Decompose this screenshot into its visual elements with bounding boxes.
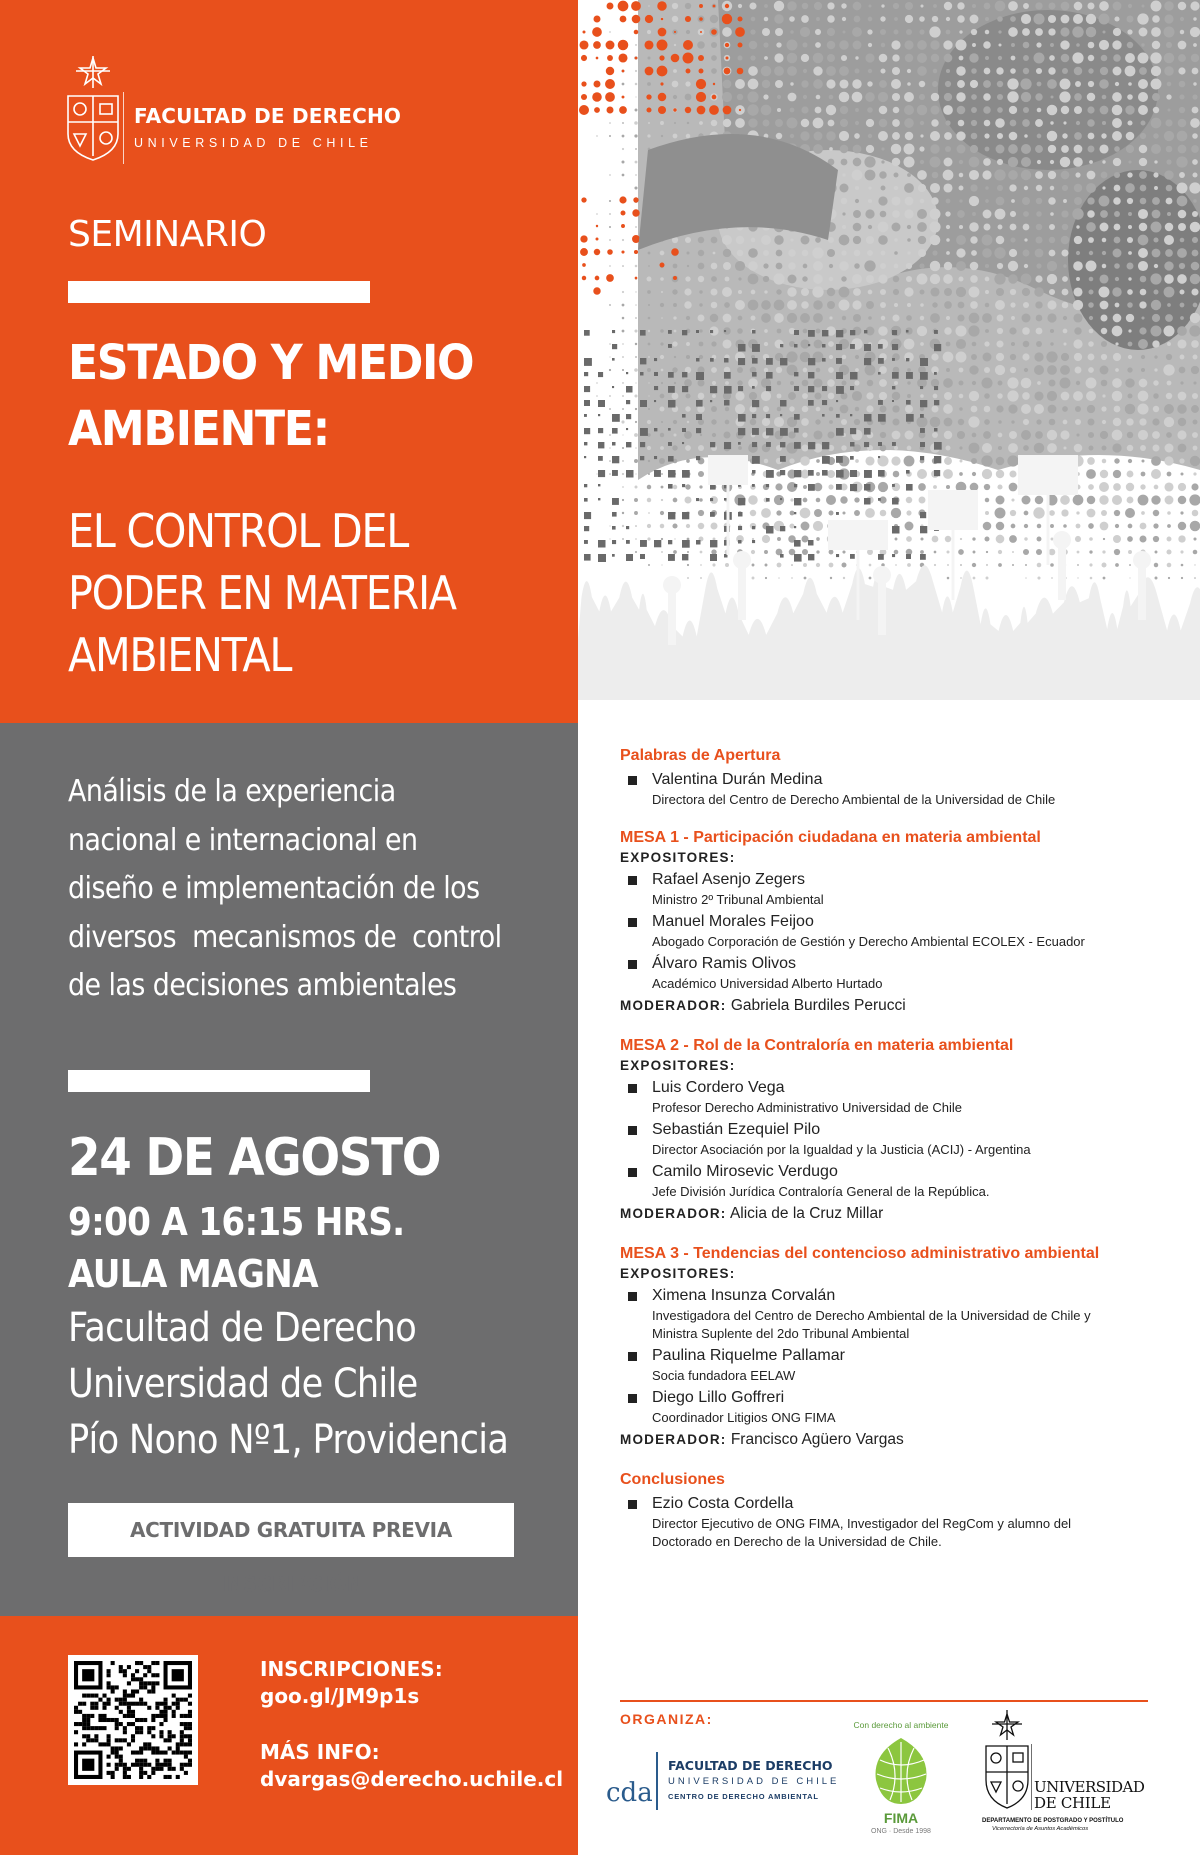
bullet-square-icon xyxy=(628,1500,637,1509)
speaker-item xyxy=(620,1387,1180,1427)
speaker-name: Ximena Insunza Corvalán xyxy=(652,1287,836,1304)
speaker-role: Coordinador Litigios ONG FIMA xyxy=(652,1410,836,1425)
speaker-item xyxy=(620,869,1180,909)
speaker-item xyxy=(620,1493,1180,1551)
closing-section xyxy=(620,1469,1180,1551)
cda-mark: cda xyxy=(606,1778,653,1808)
title-line: ESTADO Y MEDIO xyxy=(68,335,474,391)
cda-faculty: FACULTAD DE DERECHO xyxy=(668,1758,833,1773)
fima-tagline: Con derecho al ambiente xyxy=(853,1720,949,1730)
cda-logo xyxy=(606,1752,840,1812)
seminar-title xyxy=(68,330,528,462)
speaker-name: Álvaro Ramis Olivos xyxy=(652,955,797,972)
speaker-item xyxy=(620,1077,1180,1117)
description-line: diseño e implementación de los xyxy=(68,871,480,906)
seminar-subtitle xyxy=(68,500,527,686)
speaker-role: Jefe División Jurídica Contraloría General de la República. xyxy=(652,1184,990,1199)
speaker-item xyxy=(620,1161,1180,1201)
fima-sub: ONG · Desde 1998 xyxy=(871,1828,931,1835)
section-title: MESA 3 - Tendencias del contencioso administrativo ambiental xyxy=(620,1245,1100,1262)
speaker-item xyxy=(620,769,1180,809)
address-line: Facultad de Derecho xyxy=(68,1305,417,1351)
left-column xyxy=(0,0,578,1855)
mesa-1-section xyxy=(620,827,1180,1017)
uchile-department: DEPARTAMENTO DE POSTGRADO Y POSTÍTULO xyxy=(982,1818,1124,1824)
speaker-name: Rafael Asenjo Zegers xyxy=(652,871,805,888)
bullet-square-icon xyxy=(628,1168,637,1177)
speaker-item xyxy=(620,953,1180,993)
description-line: diversos mecanismos de control xyxy=(68,919,502,955)
speaker-role: Profesor Derecho Administrativo Universidad de Chile xyxy=(652,1100,962,1115)
bullet-square-icon xyxy=(628,918,637,927)
speaker-role: Director Asociación por la Igualdad y la Justicia (ACIJ) - Argentina xyxy=(652,1142,1031,1157)
section-title: MESA 2 - Rol de la Contraloría en materia ambiental xyxy=(620,1037,1014,1054)
event-date: 24 DE AGOSTO xyxy=(68,1128,441,1188)
expositores-label: EXPOSITORES: xyxy=(620,1058,736,1073)
moderator-name: Alicia de la Cruz Millar xyxy=(729,1205,884,1222)
speaker-role: Director Ejecutivo de ONG FIMA, Investigador del RegCom y alumno del xyxy=(652,1516,1072,1531)
speaker-item xyxy=(620,1285,1180,1343)
university-name: UNIVERSIDAD DE CHILE xyxy=(134,136,373,150)
fima-leaf-icon xyxy=(868,1734,934,1808)
bullet-square-icon xyxy=(628,876,637,885)
description-line: de las decisiones ambientales xyxy=(68,968,457,1003)
organizers-divider xyxy=(620,1700,1148,1702)
moderator-line xyxy=(620,1203,1180,1225)
address-line: Pío Nono Nº1, Providencia xyxy=(68,1417,509,1463)
speaker-role: Académico Universidad Alberto Hurtado xyxy=(652,976,883,991)
moderator-label: MODERADOR: xyxy=(620,1432,727,1447)
bullet-square-icon xyxy=(628,1084,637,1093)
speaker-role: Ministro 2º Tribunal Ambiental xyxy=(652,892,824,907)
moderator-name: Francisco Agüero Vargas xyxy=(730,1431,904,1448)
moderator-label: MODERADOR: xyxy=(620,1206,727,1221)
mesa-2-section xyxy=(620,1035,1180,1225)
mesa-3-section xyxy=(620,1243,1180,1451)
description-line: nacional e internacional en xyxy=(68,822,418,858)
cda-university: UNIVERSIDAD DE CHILE xyxy=(668,1776,840,1787)
bullet-square-icon xyxy=(628,776,637,785)
divider-bar xyxy=(68,1070,370,1092)
description-line: Análisis de la experiencia xyxy=(68,774,396,809)
moderator-label: MODERADOR: xyxy=(620,998,727,1013)
bullet-square-icon xyxy=(628,960,637,969)
speaker-name: Sebastián Ezequiel Pilo xyxy=(652,1121,821,1138)
address-line: Universidad de Chile xyxy=(68,1361,418,1407)
moderator-line xyxy=(620,995,1180,1017)
bullet-square-icon xyxy=(628,1126,637,1135)
section-title: MESA 1 - Participación ciudadana en materia ambiental xyxy=(620,829,1041,846)
info-email-link[interactable]: dvargas@derecho.uchile.cl xyxy=(260,1767,564,1791)
university-crest-icon xyxy=(62,56,124,166)
speaker-name: Paulina Riquelme Pallamar xyxy=(652,1347,845,1364)
moderator-line xyxy=(620,1429,1180,1451)
subtitle-line: EL CONTROL DEL xyxy=(68,504,408,558)
event-kicker: SEMINARIO xyxy=(68,214,267,255)
qr-code-icon xyxy=(74,1661,192,1779)
free-activity-badge: ACTIVIDAD GRATUITA PREVIA INSCRIPCIÓN xyxy=(68,1503,514,1557)
cda-center: CENTRO DE DERECHO AMBIENTAL xyxy=(668,1792,819,1801)
faculty-name: FACULTAD DE DERECHO xyxy=(134,104,402,128)
uchile-name-2: DE CHILE xyxy=(1034,1794,1111,1812)
moderator-name: Gabriela Burdiles Perucci xyxy=(730,997,906,1014)
uchile-crest-icon xyxy=(982,1710,1032,1816)
speaker-name: Ezio Costa Cordella xyxy=(652,1495,794,1512)
event-venue: AULA MAGNA xyxy=(68,1252,318,1296)
seminar-description xyxy=(68,768,526,1011)
program-schedule xyxy=(620,745,1180,1569)
speaker-role: Socia fundadora EELAW xyxy=(652,1368,796,1383)
bullet-square-icon xyxy=(628,1394,637,1403)
registration-link[interactable]: goo.gl/JM9p1s xyxy=(260,1684,420,1708)
info-label: MÁS INFO: xyxy=(260,1740,380,1764)
speaker-name: Diego Lillo Goffreri xyxy=(652,1389,785,1406)
expositores-label: EXPOSITORES: xyxy=(620,850,736,865)
uchile-logo xyxy=(978,1710,1145,1840)
bullet-square-icon xyxy=(628,1352,637,1361)
opening-section xyxy=(620,745,1180,809)
registration-label: INSCRIPCIONES: xyxy=(260,1657,443,1681)
speaker-name: Camilo Mirosevic Verdugo xyxy=(652,1163,838,1180)
subtitle-line: AMBIENTAL xyxy=(68,628,292,682)
protest-halftone-photo xyxy=(578,0,1200,723)
speaker-item xyxy=(620,1345,1180,1385)
speaker-role: Doctorado en Derecho de la Universidad de Chile. xyxy=(652,1534,942,1549)
protest-crowd-icon xyxy=(578,0,1200,723)
speaker-role: Ministra Suplente del 2do Tribunal Ambiental xyxy=(652,1326,910,1341)
subtitle-line: PODER EN MATERIA xyxy=(68,566,456,620)
event-address xyxy=(68,1300,508,1468)
bullet-square-icon xyxy=(628,1292,637,1301)
divider-bar xyxy=(68,281,370,303)
speaker-item xyxy=(620,911,1180,951)
uchile-vicerrectoria: Vicerrectoría de Asuntos Académicos xyxy=(992,1826,1089,1832)
organizers-label: ORGANIZA: xyxy=(620,1711,713,1727)
speaker-role: Investigadora del Centro de Derecho Ambiental de la Universidad de Chile y xyxy=(652,1308,1091,1323)
section-title: Conclusiones xyxy=(620,1471,725,1488)
fima-logo xyxy=(846,1720,956,1840)
speaker-name: Valentina Durán Medina xyxy=(652,771,823,788)
title-line: AMBIENTE: xyxy=(68,401,329,457)
speaker-role: Abogado Corporación de Gestión y Derecho Ambiental ECOLEX - Ecuador xyxy=(652,934,1085,949)
uchile-name-1: UNIVERSIDAD xyxy=(1034,1778,1145,1796)
logo-divider xyxy=(656,1752,658,1810)
fima-name: FIMA xyxy=(883,1810,919,1826)
registration-qr-code[interactable] xyxy=(68,1655,198,1785)
event-time: 9:00 A 16:15 HRS. xyxy=(68,1200,405,1244)
speaker-name: Manuel Morales Feijoo xyxy=(652,913,814,930)
speaker-role: Directora del Centro de Derecho Ambiental de la Universidad de Chile xyxy=(652,792,1056,807)
speaker-name: Luis Cordero Vega xyxy=(652,1079,785,1096)
expositores-label: EXPOSITORES: xyxy=(620,1266,736,1281)
speaker-item xyxy=(620,1119,1180,1159)
section-title: Palabras de Apertura xyxy=(620,747,781,764)
faculty-logo xyxy=(62,56,402,166)
